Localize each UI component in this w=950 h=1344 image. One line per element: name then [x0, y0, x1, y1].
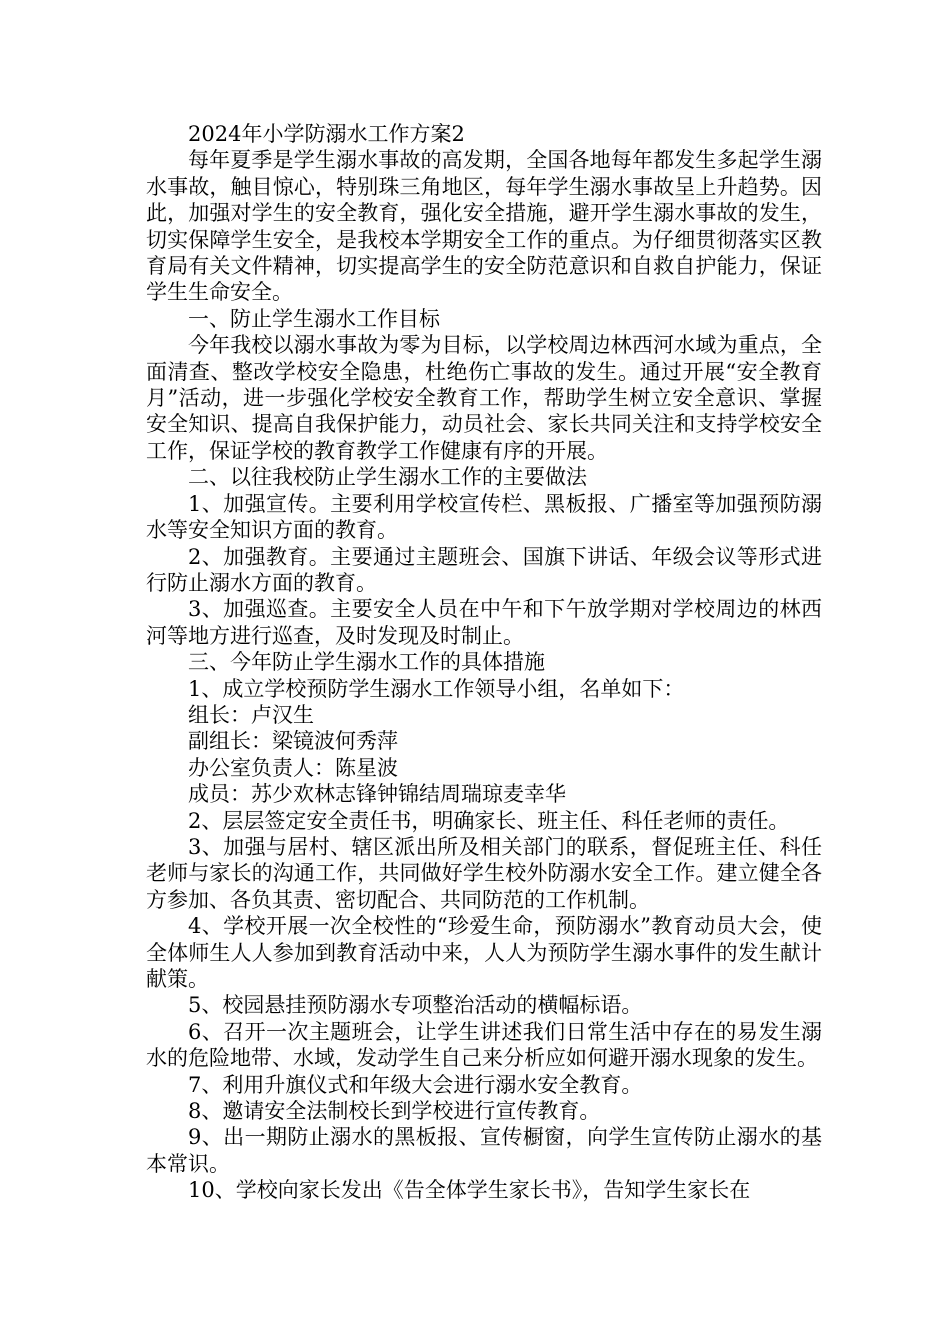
list-item-responsibility: 2、层层签定安全责任书，明确家长、班主任、科任老师的责任。: [188, 808, 790, 833]
list-item-banners: 5、校园悬挂预防溺水专项整治活动的横幅标语。: [188, 993, 643, 1018]
section-heading-past-practices: 二、以往我校防止学生溺水工作的主要做法: [188, 465, 587, 490]
members-line: 成员：苏少欢林志锋钟锦结周瑞琼麦幸华: [188, 782, 566, 807]
paragraph-goals: 今年我校以溺水事故为零为目标，以学校周边林西河水域为重点，全面清查、整改学校安全隐患，杜绝伤亡事故的发生。通过开展“安全教育月”活动，进一步强化学校安全教育工作，帮助学生树立安全意识、掌握安全知识、提高自我保护能力，动员社会、家长共同关注和支持学校安全工作，保证学校的教育教学工作健康有序的开展。: [146, 333, 822, 463]
list-item-publicity: 1、加强宣传。主要利用学校宣传栏、黑板报、广播室等加强预防溺水等安全知识方面的教育。: [146, 491, 822, 543]
office-head-line: 办公室负责人：陈星波: [188, 755, 398, 780]
section-heading-measures: 三、今年防止学生溺水工作的具体措施: [188, 650, 545, 675]
list-item-legal-principal: 8、邀请安全法制校长到学校进行宣传教育。: [188, 1099, 601, 1124]
list-item-blackboard: 9、出一期防止溺水的黑板报、宣传橱窗，向学生宣传防止溺水的基本常识。: [146, 1125, 822, 1176]
list-item-patrol: 3、加强巡查。主要安全人员在中午和下午放学期对学校周边的林西河等地方进行巡查，及时发现及时制止。: [146, 597, 822, 648]
deputy-leader-line: 副组长：梁镜波何秀萍: [188, 729, 398, 754]
list-item-leadership-group: 1、成立学校预防学生溺水工作领导小组，名单如下：: [188, 676, 685, 701]
list-item-education: 2、加强教育。主要通过主题班会、国旗下讲话、年级会议等形式进行防止溺水方面的教育。: [146, 544, 822, 595]
list-item-parent-letter: 10、学校向家长发出《告全体学生家长书》，告知学生家长在: [188, 1178, 751, 1203]
document-title: 2024年小学防溺水工作方案2: [188, 122, 465, 146]
list-item-assembly: 4、学校开展一次全校性的“珍爱生命，预防溺水”教育动员大会，使全体师生人人参加到教育活动中来，人人为预防学生溺水事件的发生献计献策。: [146, 914, 822, 991]
paragraph-intro: 每年夏季是学生溺水事故的高发期，全国各地每年都发生多起学生溺水事故，触目惊心，特别珠三角地区，每年学生溺水事故呈上升趋势。因此，加强对学生的安全教育，强化安全措施，避开学生溺水事故的发生，切实保障学生安全，是我校本学期安全工作的重点。为仔细贯彻落实区教育局有关文件精神，切实提高学生的安全防范意识和自救自护能力，保证学生生命安全。: [146, 148, 822, 305]
leader-line: 组长：卢汉生: [188, 702, 314, 727]
list-item-flag-ceremony: 7、利用升旗仪式和年级大会进行溺水安全教育。: [188, 1072, 643, 1097]
section-heading-goals: 一、防止学生溺水工作目标: [188, 306, 440, 331]
list-item-coordination: 3、加强与居村、辖区派出所及相关部门的联系，督促班主任、科任老师与家长的沟通工作，共同做好学生校外防溺水安全工作。建立健全各方参加、各负其责、密切配合、共同防范的工作机制。: [146, 834, 822, 912]
document-body: [146, 121, 822, 1204]
list-item-class-meeting: 6、召开一次主题班会，让学生讲述我们日常生活中存在的易发生溺水的危险地带、水域，发动学生自己来分析应如何避开溺水现象的发生。: [146, 1019, 822, 1071]
